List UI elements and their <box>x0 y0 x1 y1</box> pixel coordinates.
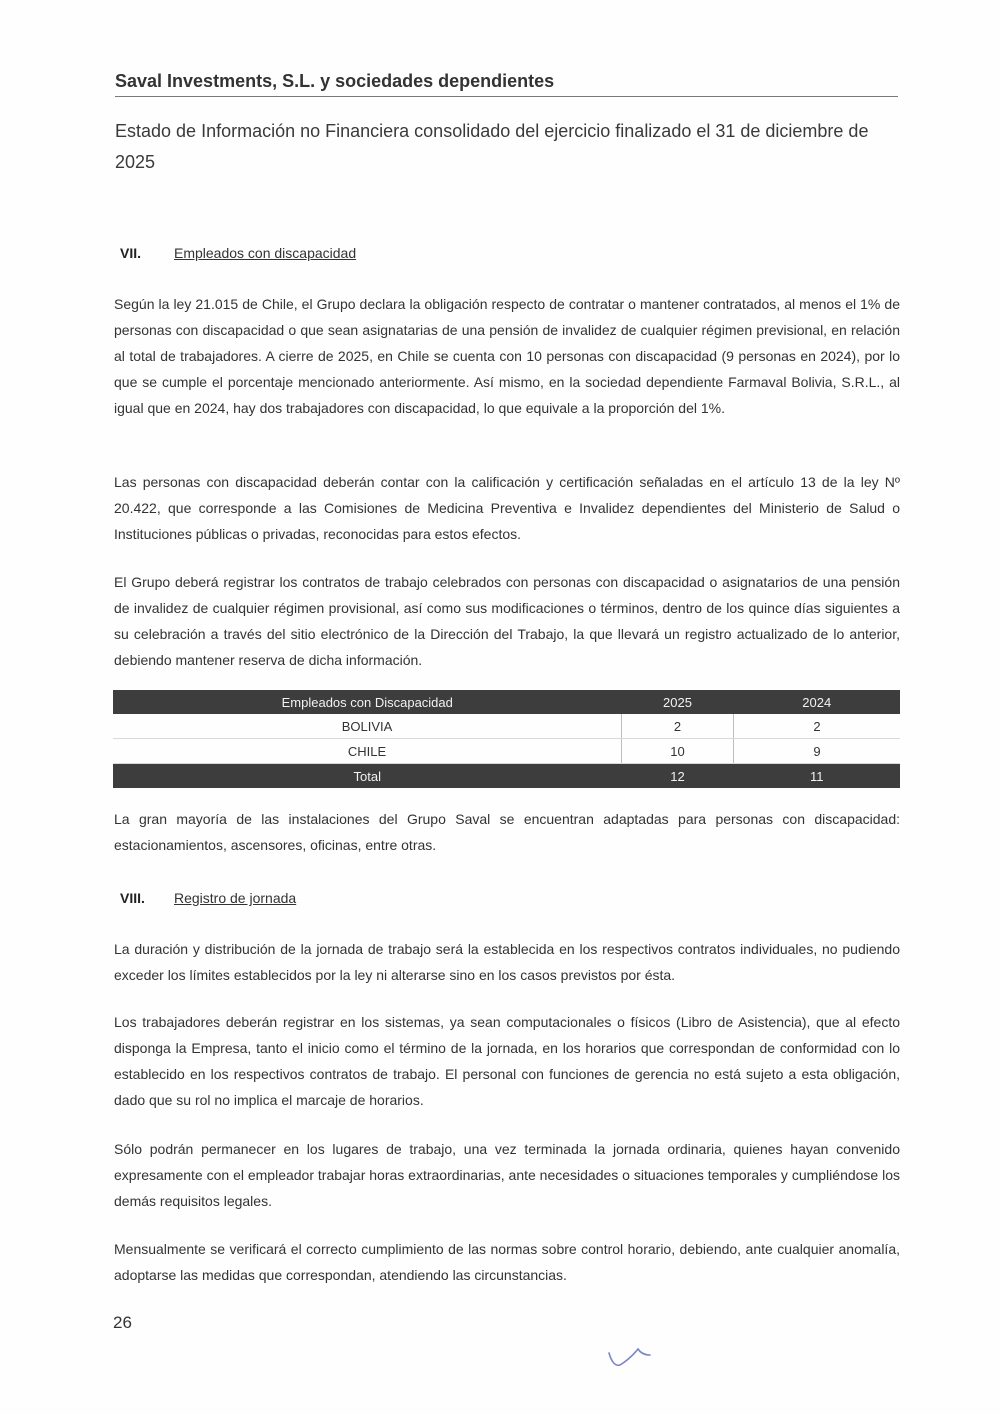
section-heading-vii <box>120 245 356 261</box>
section-title: Empleados con discapacidad <box>174 245 357 261</box>
paragraph: Sólo podrán permanecer en los lugares de trabajo, una vez terminada la jornada ordinaria, quienes hayan convenido expresamente con el empleador trabajar horas extraordinarias, ante necesidades o situaciones temporales y cumpliéndose los demás requisitos legales. <box>114 1141 900 1209</box>
table-cell: 9 <box>734 739 901 764</box>
paragraph: El Grupo deberá registrar los contratos de trabajo celebrados con personas con discapacidad o asignatarios de una pensión de invalidez de cualquier régimen provisional, así como sus modificaciones o términos, dentro de los quince días siguientes a su celebración a través del sitio electrónico de la Dirección del Trabajo, la que llevará un registro actualizado de lo anterior, debiendo mantener reserva de dicha información. <box>114 574 900 668</box>
section-number: VII. <box>120 245 142 261</box>
disability-employees-table <box>113 690 900 788</box>
table-cell: 12 <box>670 768 685 784</box>
table-row <box>113 739 900 764</box>
paragraph: Las personas con discapacidad deberán contar con la calificación y certificación señaladas en el artículo 13 de la ley Nº 20.422, que corresponde a las Comisiones de Medicina Preventiva e Invalidez dependientes del Ministerio de Salud o Instituciones públicas o privadas, reconocidas para estos efectos. <box>114 474 900 542</box>
company-name: Saval Investments, S.L. y sociedades dependientes <box>115 71 898 97</box>
table-cell: 2 <box>734 714 901 739</box>
paragraph: Mensualmente se verificará el correcto cumplimiento de las normas sobre control horario, debiendo, ante cualquier anomalía, adoptarse las medidas que correspondan, atendiendo las circunstancias. <box>114 1241 900 1283</box>
table-cell: 2 <box>622 714 734 739</box>
table-header-cell: 2024 <box>802 694 832 710</box>
table-cell: 11 <box>810 768 824 784</box>
table-cell: BOLIVIA <box>113 714 622 739</box>
paragraph: Los trabajadores deberán registrar en los sistemas, ya sean computacionales o físicos (Libro de Asistencia), que al efecto disponga la Empresa, tanto el inicio como el término de la jornada, en los horarios que correspondan de conformidad con lo establecido en los respectivos contratos de trabajo. El personal con funciones de gerencia no está sujeto a esta obligación, dado que su rol no implica el marcaje de horarios. <box>114 1014 900 1108</box>
paragraph: La duración y distribución de la jornada de trabajo será la establecida en los respectivos contratos individuales, no pudiendo exceder los límites establecidos por la ley ni alterarse sino en los casos previstos por ésta. <box>114 941 900 983</box>
initials-mark-icon <box>606 1345 656 1371</box>
table-header-cell: Empleados con Discapacidad <box>281 694 453 710</box>
page-number: 26 <box>113 1313 132 1332</box>
report-subtitle: Estado de Información no Financiera consolidado del ejercicio finalizado el 31 de diciembre de 2025 <box>115 121 869 172</box>
section-number: VIII. <box>120 890 145 906</box>
paragraph: La gran mayoría de las instalaciones del Grupo Saval se encuentran adaptadas para personas con discapacidad: estacionamientos, ascensores, oficinas, entre otras. <box>114 811 900 853</box>
table-row <box>113 714 900 739</box>
table-cell: 10 <box>622 739 734 764</box>
paragraph: Según la ley 21.015 de Chile, el Grupo declara la obligación respecto de contratar o mantener contratados, al menos el 1% de personas con discapacidad o que sean asignatarias de una pensión de invalidez de cualquier régimen previsional, en relación al total de trabajadores. A cierre de 2025, en Chile se cuenta con 10 personas con discapacidad (9 personas en 2024), por lo que se cumple el porcentaje mencionado anteriormente. Así mismo, en la sociedad dependiente Farmaval Bolivia, S.R.L., al igual que en 2024, hay dos trabajadores con discapacidad, lo que equivale a la proporción del 1%. <box>114 296 900 416</box>
section-title: Registro de jornada <box>174 890 297 906</box>
table-cell: CHILE <box>113 739 622 764</box>
table-total-row <box>113 764 900 789</box>
table-header-cell: 2025 <box>663 694 692 710</box>
table-cell: Total <box>353 768 381 784</box>
section-heading-viii <box>120 890 296 906</box>
table-header-row <box>113 690 900 714</box>
